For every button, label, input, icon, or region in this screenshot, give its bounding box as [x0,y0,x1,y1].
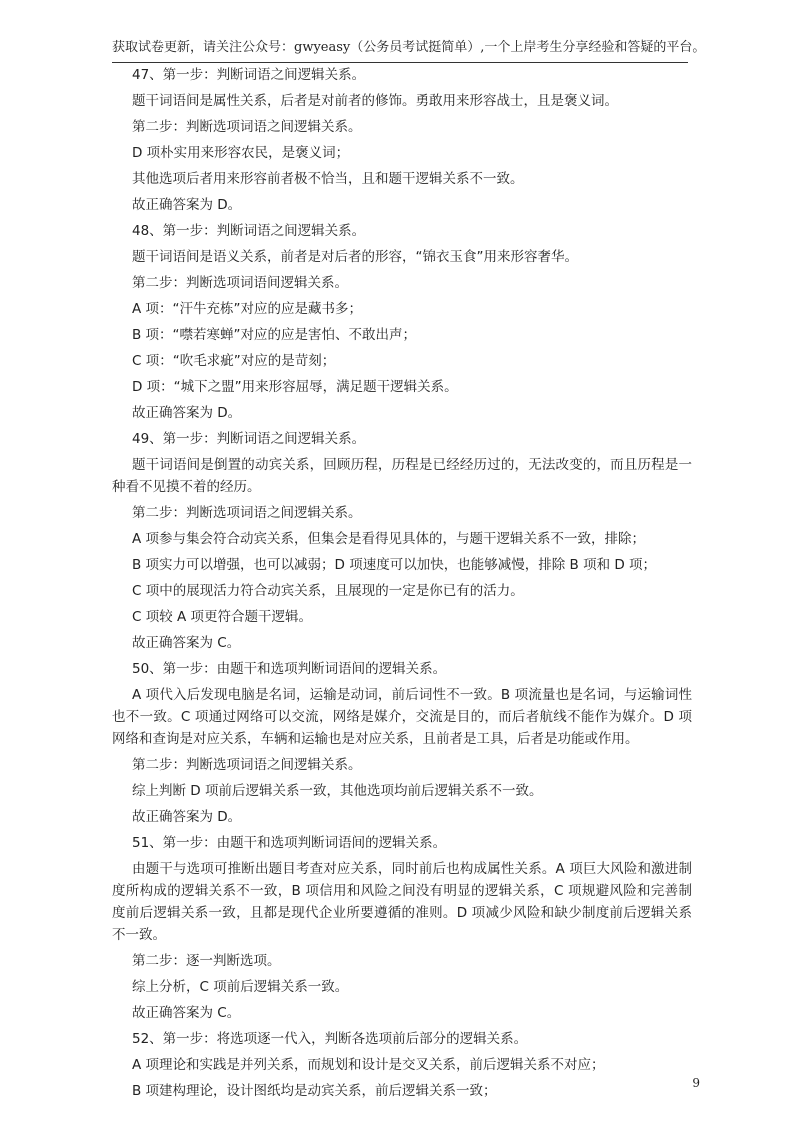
paragraph: C 项：“吹毛求疵”对应的是苛刻； [132,353,336,369]
paragraph: 题干词语间是倒置的动宾关系，回顾历程，历程是已经经历过的，无法改变的，而且历程是一种看不见摸不着的经历。 [112,457,692,495]
paragraph: 综上分析，C 项前后逻辑关系一致。 [132,979,349,995]
paragraph: 故正确答案为 C。 [132,1005,241,1021]
paragraph: 47、第一步：判断词语之间逻辑关系。 [132,67,366,83]
page-content [112,62,692,1104]
paragraph: D 项：“城下之盟”用来形容屈辱，满足题干逻辑关系。 [132,379,458,395]
paragraph: 51、第一步：由题干和选项判断词语间的逻辑关系。 [132,835,447,851]
paragraph: C 项中的展现活力符合动宾关系，且展现的一定是你已有的活力。 [132,583,524,599]
paragraph: D 项朴实用来形容农民，是褒义词； [132,145,350,161]
paragraph: 第二步：判断选项词语之间逻辑关系。 [132,119,362,135]
paragraph: A 项：“汗牛充栋”对应的应是藏书多； [132,301,363,317]
paragraph: A 项参与集会符合动宾关系，但集会是看得见具体的，与题干逻辑关系不一致，排除； [132,531,646,547]
paragraph: 49、第一步：判断词语之间逻辑关系。 [132,431,366,447]
paragraph: 52、第一步：将选项逐一代入，判断各选项前后部分的逻辑关系。 [132,1031,528,1047]
paragraph: 题干词语间是属性关系，后者是对前者的修饰。勇敢用来形容战士，且是褒义词。 [132,93,618,109]
paragraph: B 项实力可以增强，也可以减弱；D 项速度可以加快，也能够减慢，排除 B 项和 D 项； [132,557,657,573]
paragraph: 第二步：判断选项词语之间逻辑关系。 [132,505,362,521]
paragraph: B 项建构理论，设计图纸均是动宾关系，前后逻辑关系一致； [132,1083,497,1099]
paragraph: 48、第一步：判断词语之间逻辑关系。 [132,223,366,239]
paragraph: 第二步：判断选项词语间逻辑关系。 [132,275,348,291]
paragraph: A 项代入后发现电脑是名词，运输是动词，前后词性不一致。B 项流量也是名词，与运输词性也不一致。C 项通过网络可以交流，网络是媒介，交流是目的，而后者航线不能作为媒介。D 项网络和查询是对应关系，车辆和运输也是对应关系，且前者是工具，后者是功能或作用。 [112,687,692,747]
paragraph: 故正确答案为 D。 [132,809,242,825]
paragraph: 故正确答案为 D。 [132,405,242,421]
paragraph: 第二步：逐一判断选项。 [132,953,281,969]
paragraph: 综上判断 D 项前后逻辑关系一致，其他选项均前后逻辑关系不一致。 [132,783,543,799]
page-number: 9 [692,1076,700,1090]
paragraph: 故正确答案为 C。 [132,635,241,651]
paragraph: 由题干与选项可推断出题目考查对应关系，同时前后也构成属性关系。A 项巨大风险和激进制度所构成的逻辑关系不一致，B 项信用和风险之间没有明显的逻辑关系，C 项规避风险和完善制度前后逻辑关系一致，且都是现代企业所要遵循的准则。D 项减少风险和缺少制度前后逻辑关系不一致。 [112,861,692,943]
paragraph: A 项理论和实践是并列关系，而规划和设计是交叉关系，前后逻辑关系不对应； [132,1057,605,1073]
paragraph: 第二步：判断选项词语之间逻辑关系。 [132,757,362,773]
paragraph: 50、第一步：由题干和选项判断词语间的逻辑关系。 [132,661,447,677]
paragraph: B 项：“噤若寒蝉”对应的应是害怕、不敢出声； [132,327,417,343]
paragraph: 题干词语间是语义关系，前者是对后者的形容，“锦衣玉食”用来形容奢华。 [132,249,578,265]
page-header: 获取试卷更新，请关注公众号：gwyeasy（公务员考试挺简单）,一个上岸考生分享经验和答疑的平台。 [112,40,706,55]
paragraph: C 项较 A 项更符合题干逻辑。 [132,609,313,625]
paragraph: 故正确答案为 D。 [132,197,242,213]
paragraph: 其他选项后者用来形容前者极不恰当，且和题干逻辑关系不一致。 [132,171,524,187]
